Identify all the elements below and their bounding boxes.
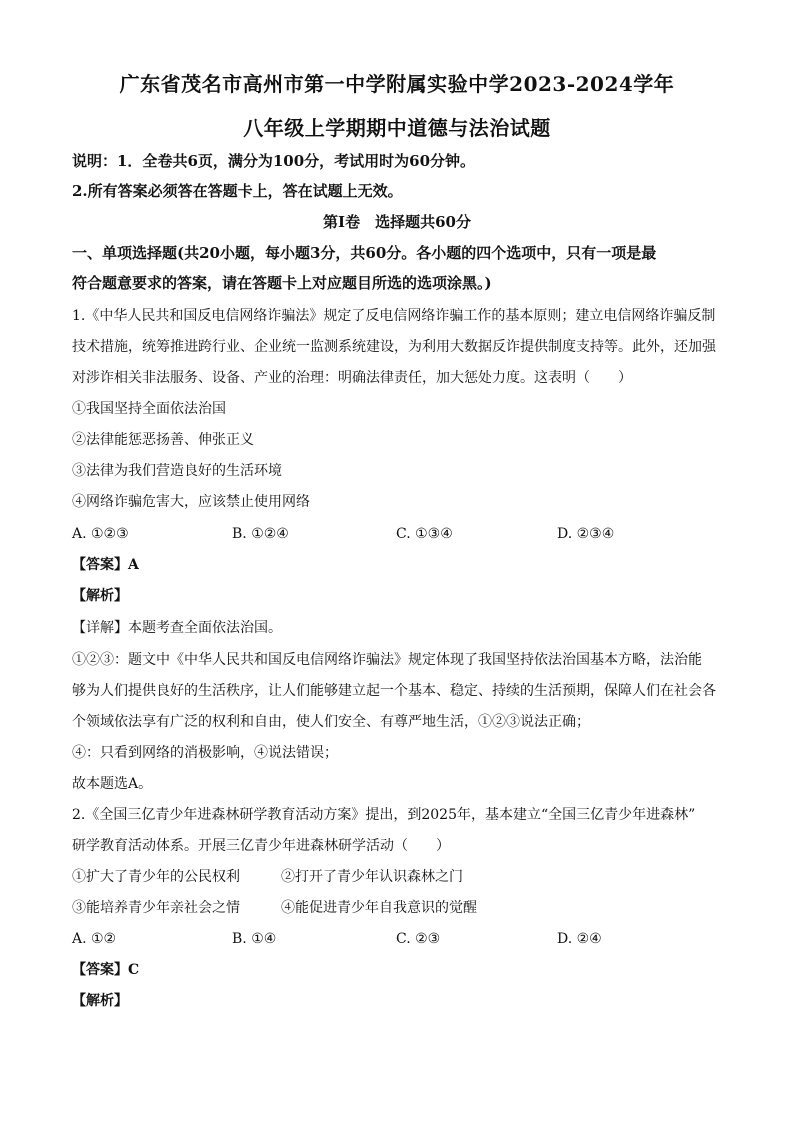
q1-stem-line3: 对涉诈相关非法服务、设备、产业的治理：明确法律责任，加大惩处力度。这表明（ ）: [72, 370, 632, 386]
exam-note-1: 说明：1．全卷共6页，满分为100分，考试用时为60分钟。: [72, 152, 476, 170]
q1-explanation-line4: ④：只看到网络的消极影响，④说法错误；: [72, 745, 338, 761]
q2-option-a: A. ①②: [72, 931, 117, 947]
q2-stem-line2: 研学教育活动体系。开展三亿青少年进森林研学活动（ ）: [72, 838, 450, 854]
exam-note-2: 2.所有答案必须答在答题卡上，答在试题上无效。: [72, 182, 403, 200]
q1-analysis-label: 【解析】: [72, 588, 128, 604]
q2-item-1: ①扩大了青少年的公民权利: [72, 869, 240, 885]
q2-option-c: C. ②③: [396, 931, 441, 947]
q1-option-a: A. ①②③: [72, 526, 129, 542]
q1-item-2: ②法律能惩恶扬善、伸张正义: [72, 432, 254, 448]
q2-option-b: B. ①④: [232, 931, 277, 947]
section-instructions-line2: 符合题意要求的答案，请在答题卡上对应题目所选的选项涂黑。): [72, 274, 492, 292]
q1-option-c: C. ①③④: [396, 526, 453, 542]
exam-title-line1: 广东省茂名市高州市第一中学附属实验中学2023-2024学年: [119, 72, 675, 96]
q1-stem-line1: 1.《中华人民共和国反电信网络诈骗法》规定了反电信网络诈骗工作的基本原则；建立电信网络诈骗反制: [72, 308, 716, 324]
q2-stem-line1: 2.《全国三亿青少年进森林研学教育活动方案》提出，到2025年，基本建立“全国三亿青少年进森林”: [72, 807, 696, 823]
q1-detail: 【详解】本题考查全面依法治国。: [72, 620, 282, 636]
q2-item-4: ④能促进青少年自我意识的觉醒: [281, 900, 477, 916]
q1-option-d: D. ②③④: [557, 526, 615, 542]
q1-explanation-line1: ①②③：题文中《中华人民共和国反电信网络诈骗法》规定体现了我国坚持依法治国基本方略，法治能: [72, 652, 702, 668]
q2-item-2: ②打开了青少年认识森林之门: [281, 869, 463, 885]
section-instructions-line1: 一、单项选择题(共20小题，每小题3分，共60分。各小题的四个选项中，只有一项是最: [72, 244, 657, 262]
q1-option-b: B. ①②④: [232, 526, 289, 542]
section-heading: 第Ⅰ卷 选择题共60分: [323, 213, 471, 231]
exam-title-line2: 八年级上学期期中道德与法治试题: [243, 116, 551, 140]
q1-answer: 【答案】A: [72, 557, 139, 573]
q1-item-1: ①我国坚持全面依法治国: [72, 401, 226, 417]
q1-item-4: ④网络诈骗危害大，应该禁止使用网络: [72, 494, 310, 510]
q1-item-3: ③法律为我们营造良好的生活环境: [72, 463, 282, 479]
q2-answer: 【答案】C: [72, 962, 140, 978]
q1-conclusion: 故本题选A。: [72, 776, 153, 792]
q1-explanation-line2: 够为人们提供良好的生活秩序，让人们能够建立起一个基本、稳定、持续的生活预期，保障人们在社会各: [72, 683, 716, 699]
q2-item-3: ③能培养青少年亲社会之情: [72, 900, 240, 916]
q1-explanation-line3: 个领域依法享有广泛的权利和自由，使人们安全、有尊严地生活，①②③说法正确；: [72, 714, 590, 730]
q2-option-d: D. ②④: [557, 931, 602, 947]
q1-stem-line2: 技术措施，统筹推进跨行业、企业统一监测系统建设，为利用大数据反诈提供制度支持等。此外，还加强: [72, 339, 716, 355]
q2-analysis-label: 【解析】: [72, 993, 128, 1009]
